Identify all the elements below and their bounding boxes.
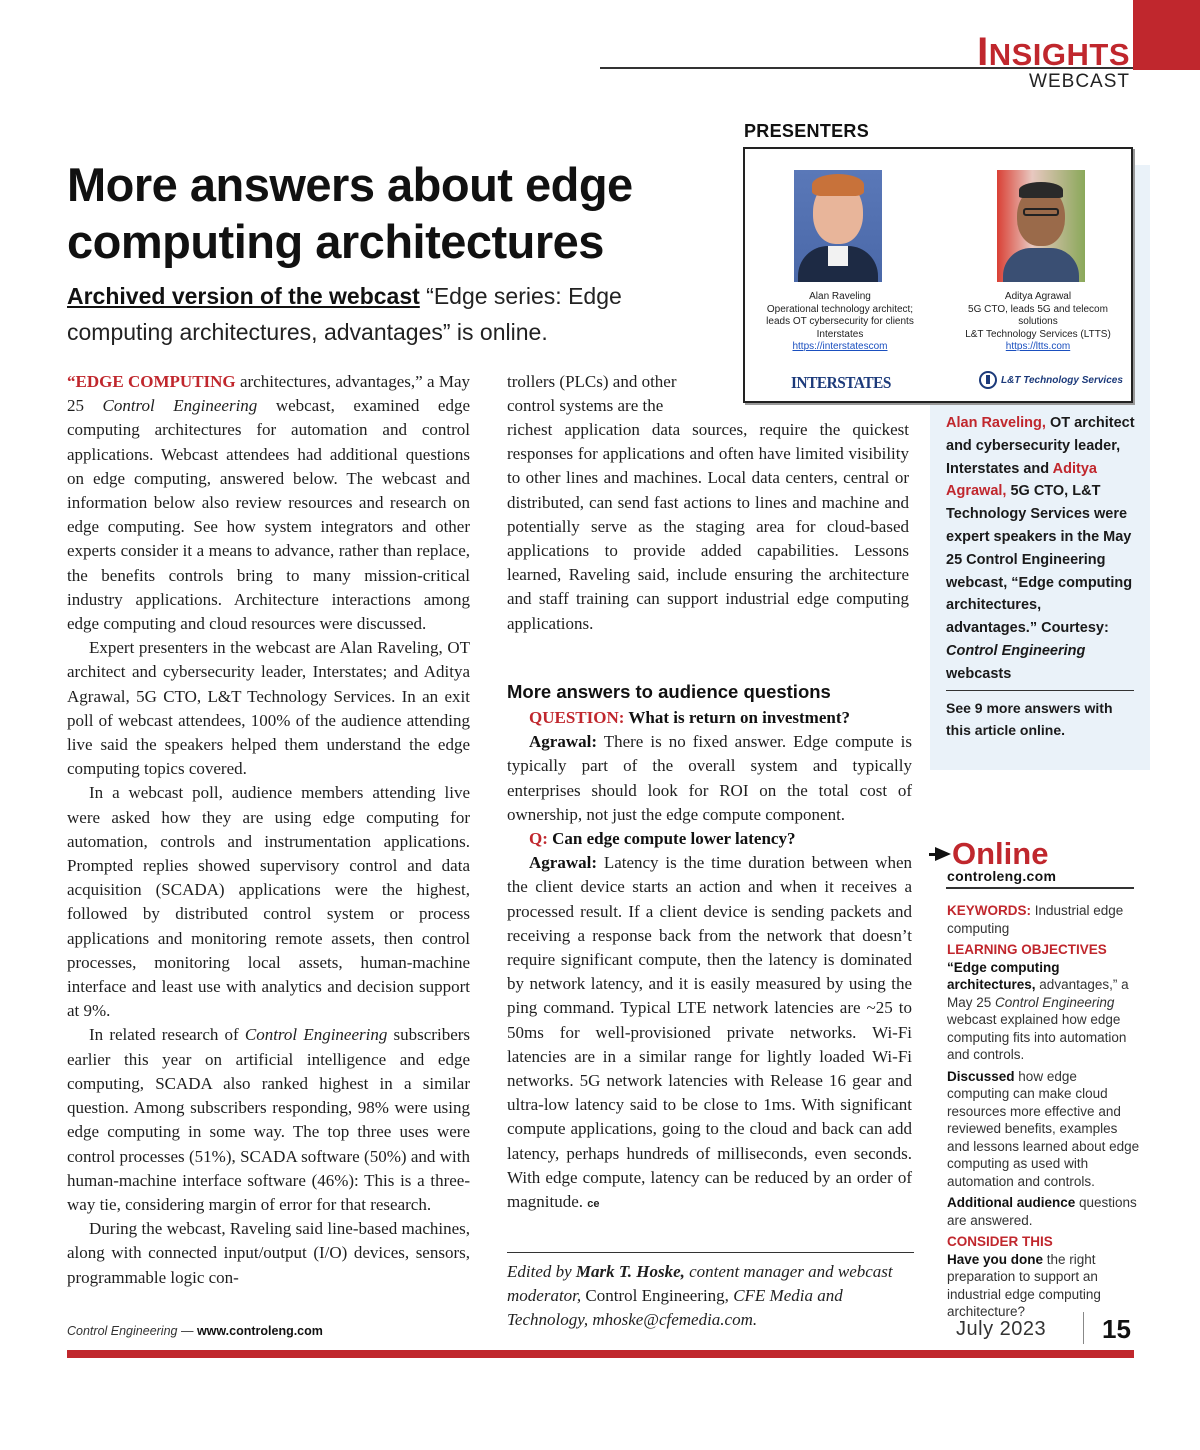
footer-publication: Control Engineering — www.controleng.com	[67, 1324, 323, 1338]
presenters-label: PRESENTERS	[744, 121, 870, 141]
footer-website-link[interactable]: www.controleng.com	[196, 1324, 323, 1338]
online-url[interactable]: controleng.com	[947, 868, 1057, 884]
qa-section	[507, 706, 912, 1216]
presenters-box	[743, 147, 1133, 403]
end-mark: ce	[587, 1198, 600, 1211]
objective-1: “Edge computing architectures, advantages,” a May 25 Control Engineering webcast explained how edge computing fits into automation and controls.	[947, 959, 1129, 1062]
page-number: 15	[1102, 1314, 1131, 1344]
body-column-1	[67, 370, 470, 1290]
body-paragraph: Expert presenters in the webcast are Alan Raveling, OT architect and cybersecurity leader, Interstates; and Aditya Agrawal, 5G CTO, L&T Technology Services. In an exit poll of webcast attendees, 100% of the audience attending live said the speakers helped them understand the edge computing topics covered.	[67, 638, 470, 779]
answer-2: Agrawal: Latency is the time duration between when the client device starts an action and when it receives a processed result. If a client device is sending packets and receiving a response back from the network that doesn’t require significant compute, then the latency is dominated by network latency, and it is easily measured by using the ping command. Typical LTE network latencies are ~25 to 50ms for well-provisioned private networks. Wi-Fi latencies are in a similar range for lightly loaded Wi-Fi networks. 5G network latencies with Release 16 gear and ultra-low latency said to be close to 1ms. With significant compute applications, going to the cloud and back can add latency, perhaps hundreds of milliseconds, even seconds. With edge compute, latency can be reduced by an order of magnitude. ce	[507, 853, 912, 1212]
online-badge[interactable]: Online controleng.com	[929, 838, 1134, 884]
footer-date: July 2023	[956, 1318, 1047, 1340]
objective-3: Additional audience questions are answered.	[947, 1195, 1137, 1228]
consider-label: CONSIDER THIS	[947, 1234, 1053, 1249]
caption-rule	[946, 690, 1134, 691]
body-column-2-top: trollers (PLCs) and other control systems are the	[507, 372, 677, 416]
editor-credit: Edited by Mark T. Hoske, content manager and webcast moderator, Control Engineering, CFE Media and Technology, mhoske@cfemedia.com.	[507, 1262, 893, 1330]
answer-1: Agrawal: There is no fixed answer. Edge compute is typically part of the overall system and typically enterprises should look for ROI on the total cost of ownership, not just the edge compute component.	[507, 732, 912, 824]
question-1: QUESTION: What is return on investment?	[529, 708, 850, 727]
ltts-logo: L&T Technology Services	[979, 371, 1123, 389]
learning-sidebar	[947, 902, 1142, 1325]
question-2: Q: Can edge compute lower latency?	[529, 829, 796, 849]
footer-bar	[67, 1350, 1134, 1358]
body-paragraph: In a webcast poll, audience members attending live were asked how they are using edge computing for automation, controls and instrumentation applications. Prompted replies showed supervisory control and data acquisition (SCADA) applications were the highest, followed by distributed control system or process applications and monitoring remote assets, then control processes, monitoring local assets, human-machine interface and least use with analytics and decision support at 9%.	[67, 783, 470, 1021]
subsection-label: WEBCAST	[1029, 71, 1130, 92]
photo-caption: Alan Raveling, OT architect and cybersecurity leader, Interstates and Aditya Agrawal, 5G CTO, L&T Technology Services were expert speakers in the May 25 Control Engineering webcast, “Edge computing architectures, advantages.” Courtesy: Control Engineering webcasts	[946, 415, 1135, 682]
editor-rule	[507, 1252, 914, 1253]
interstates-url-link[interactable]: https://interstatescom	[792, 341, 888, 352]
keywords: KEYWORDS: Industrial edge computing	[947, 903, 1124, 936]
consider-text: Have you done the right preparation to support an industrial edge computing architecture?	[947, 1251, 1101, 1319]
archived-webcast-link[interactable]: Archived version of the webcast	[67, 283, 420, 309]
see-more-note: See 9 more answers with this article online.	[946, 700, 1113, 738]
article-deck: Archived version of the webcast “Edge series: Edge computing architectures, advantages” is online.	[67, 283, 622, 345]
article-title: More answers about edge computing architectures	[67, 158, 633, 268]
interstates-logo: INTERSTATES	[791, 373, 891, 392]
objective-2: Discussed how edge computing can make cloud resources more effective and reviewed benefits, examples and lessons learned about edge computing as used with automation and controls.	[947, 1068, 1140, 1189]
presenter-info-raveling: Alan Raveling Operational technology architect; leads OT cybersecurity for clients Interstates https://interstatescom	[747, 291, 933, 354]
section-subhead: More answers to audience questions	[507, 681, 831, 702]
body-paragraph: “EDGE COMPUTING architectures, advantages,” a May 25 Control Engineering webcast, examined edge computing architectures for automation and control applications. Webcast attendees had additional questions on edge computing, answered below. The webcast and information below also review resources and research on edge computing. See how system integrators and other experts consider it a means to advance, rather than replace, the benefits controls bring to many mission-critical industry applications. Architecture interactions among edge computing and cloud resources were discussed.	[67, 372, 471, 634]
objectives-label: LEARNING OBJECTIVES	[947, 942, 1107, 957]
presenter-info-agrawal: Aditya Agrawal 5G CTO, leads 5G and telecom solutions L&T Technology Services (LTTS) https://ltts.com	[945, 291, 1131, 354]
presenter-photo-raveling	[794, 170, 882, 282]
body-paragraph: During the webcast, Raveling said line-based machines, along with connected input/output (I/O) devices, sensors, programmable logic con-	[67, 1219, 470, 1287]
footer-divider	[1083, 1312, 1084, 1344]
section-label: INSIGHTS	[977, 30, 1130, 74]
body-paragraph: In related research of Control Engineering subscribers earlier this year on artificial intelligence and edge computing, SCADA also ranked highest in a similar question. Among subscribers responding, 98% were using edge computing in some way. The top three uses were control processes (51%), SCADA software (50%) and with human-machine interface software (46%): This is a three-way tie, considering margin of error for that research.	[67, 1025, 471, 1214]
body-column-2-continued: richest application data sources, require the quickest responses for applications and often have limited visibility to other lines and machines. Local data centers, central or distributed, can send fast actions to lines and machine and potentially serve as the staging area for cloud-based applications to provide added capabilities. Lessons learned, Raveling said, include ensuring the architecture and staff training can support industrial edge computing applications.	[507, 420, 909, 633]
presenter-photo-agrawal	[997, 170, 1085, 282]
lt-emblem-icon	[979, 371, 997, 389]
ltts-url-link[interactable]: https://ltts.com	[1005, 341, 1071, 352]
online-rule	[946, 887, 1134, 889]
header-red-tab	[1133, 0, 1200, 70]
